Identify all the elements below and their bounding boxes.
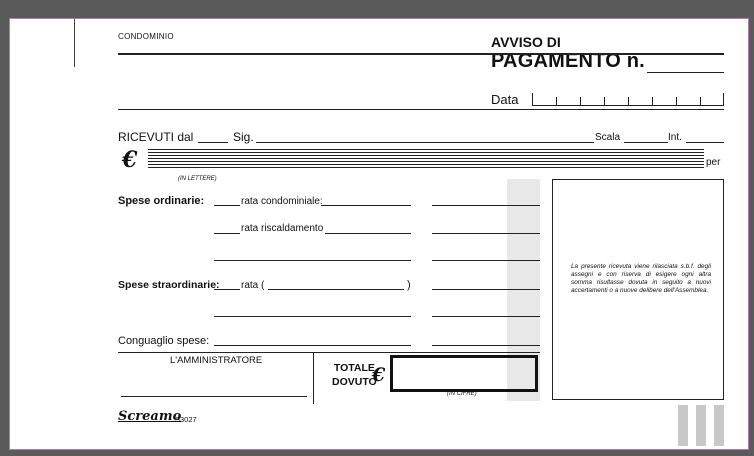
- perforation-bar: [678, 405, 688, 446]
- in-cifre-caption: (IN CIFRE): [447, 391, 477, 397]
- straordinarie-extra-amount-field[interactable]: [432, 316, 540, 317]
- totale-dovuto-label: [332, 361, 377, 389]
- total-amount-field[interactable]: [390, 355, 538, 392]
- straordinarie-extra-field[interactable]: [214, 316, 411, 317]
- header-top-rule: [118, 53, 724, 55]
- receipt-form: [9, 18, 749, 450]
- spese-straordinarie-label: Spese straordinarie:: [118, 279, 220, 291]
- note-box: [552, 179, 724, 400]
- conguaglio-amount-field[interactable]: [432, 345, 540, 346]
- scala-label: Scala: [595, 132, 621, 143]
- ordinarie-rata-condominiale-ref-field[interactable]: [214, 205, 240, 206]
- amministratore-label: L'AMMINISTRATORE: [170, 355, 263, 366]
- per-label: per: [706, 157, 721, 168]
- pagamento-number-field[interactable]: [647, 72, 724, 73]
- totale-label: TOTALE: [333, 362, 375, 374]
- rata-condominiale-amount-field[interactable]: [432, 205, 540, 206]
- rata-straordinaria-amount-field[interactable]: [432, 289, 540, 290]
- euro-icon: €: [122, 147, 138, 173]
- int-label: Int.: [668, 132, 682, 143]
- perforation-bar: [714, 405, 724, 446]
- scala-field[interactable]: [624, 142, 668, 143]
- sig-field-short[interactable]: [256, 142, 294, 143]
- ordinarie-rata-riscaldamento-ref-field[interactable]: [214, 233, 240, 234]
- data-label: Data: [491, 92, 519, 107]
- in-lettere-caption: (IN LETTERE): [178, 176, 217, 182]
- ordinarie-extra-field[interactable]: [214, 260, 411, 261]
- straordinarie-ref-field[interactable]: [214, 289, 240, 290]
- int-field[interactable]: [686, 142, 724, 143]
- rata-riscaldamento-label: rata riscaldamento: [241, 223, 324, 234]
- sig-label: Sig.: [233, 130, 254, 144]
- rata-condominiale-field[interactable]: [321, 205, 411, 206]
- sig-field[interactable]: [294, 142, 594, 143]
- title-avviso: AVVISO DI: [491, 34, 561, 50]
- brand-logo: Screamo: [118, 409, 182, 424]
- ricevuti-dal-field[interactable]: [198, 142, 228, 143]
- amount-in-letters-field[interactable]: [148, 149, 704, 169]
- conguaglio-field[interactable]: [214, 345, 411, 346]
- spese-ordinarie-label: Spese ordinarie:: [118, 195, 205, 207]
- form-code: S3027: [175, 415, 197, 424]
- title-pagamento: PAGAMENTO n.: [491, 50, 645, 72]
- rata-condominiale-label: rata condominiale:: [241, 196, 323, 207]
- binding-mark: [74, 19, 75, 67]
- rata-riscaldamento-amount-field[interactable]: [432, 233, 540, 234]
- rata-close-label: ): [407, 279, 411, 291]
- date-field[interactable]: [532, 93, 724, 105]
- footer-top-rule: [118, 352, 540, 353]
- total-euro-icon: €: [372, 364, 386, 386]
- dovuto-label: DOVUTO: [332, 376, 377, 388]
- rata-straordinaria-field[interactable]: [268, 289, 404, 290]
- perforation-bar: [696, 405, 706, 446]
- condominio-label: CONDOMINIO: [118, 32, 174, 41]
- footer-divider: [313, 352, 314, 404]
- rata-open-label: rata (: [241, 280, 265, 291]
- note-text: La presente ricevuta viene rilasciata s.b.f. degli assegni e con riserva di esigere ogni altra somma risultasse dovuta in seguito a nuovi accertamenti o a nuove delibere dell'Assemblea.: [571, 263, 711, 294]
- amministratore-signature-line[interactable]: [121, 396, 307, 397]
- header-bottom-rule: [118, 109, 724, 110]
- ordinarie-extra-amount-field[interactable]: [432, 260, 540, 261]
- ricevuti-dal-label: RICEVUTI dal: [118, 130, 194, 144]
- rata-riscaldamento-field[interactable]: [325, 233, 411, 234]
- conguaglio-label: Conguaglio spese:: [118, 335, 210, 347]
